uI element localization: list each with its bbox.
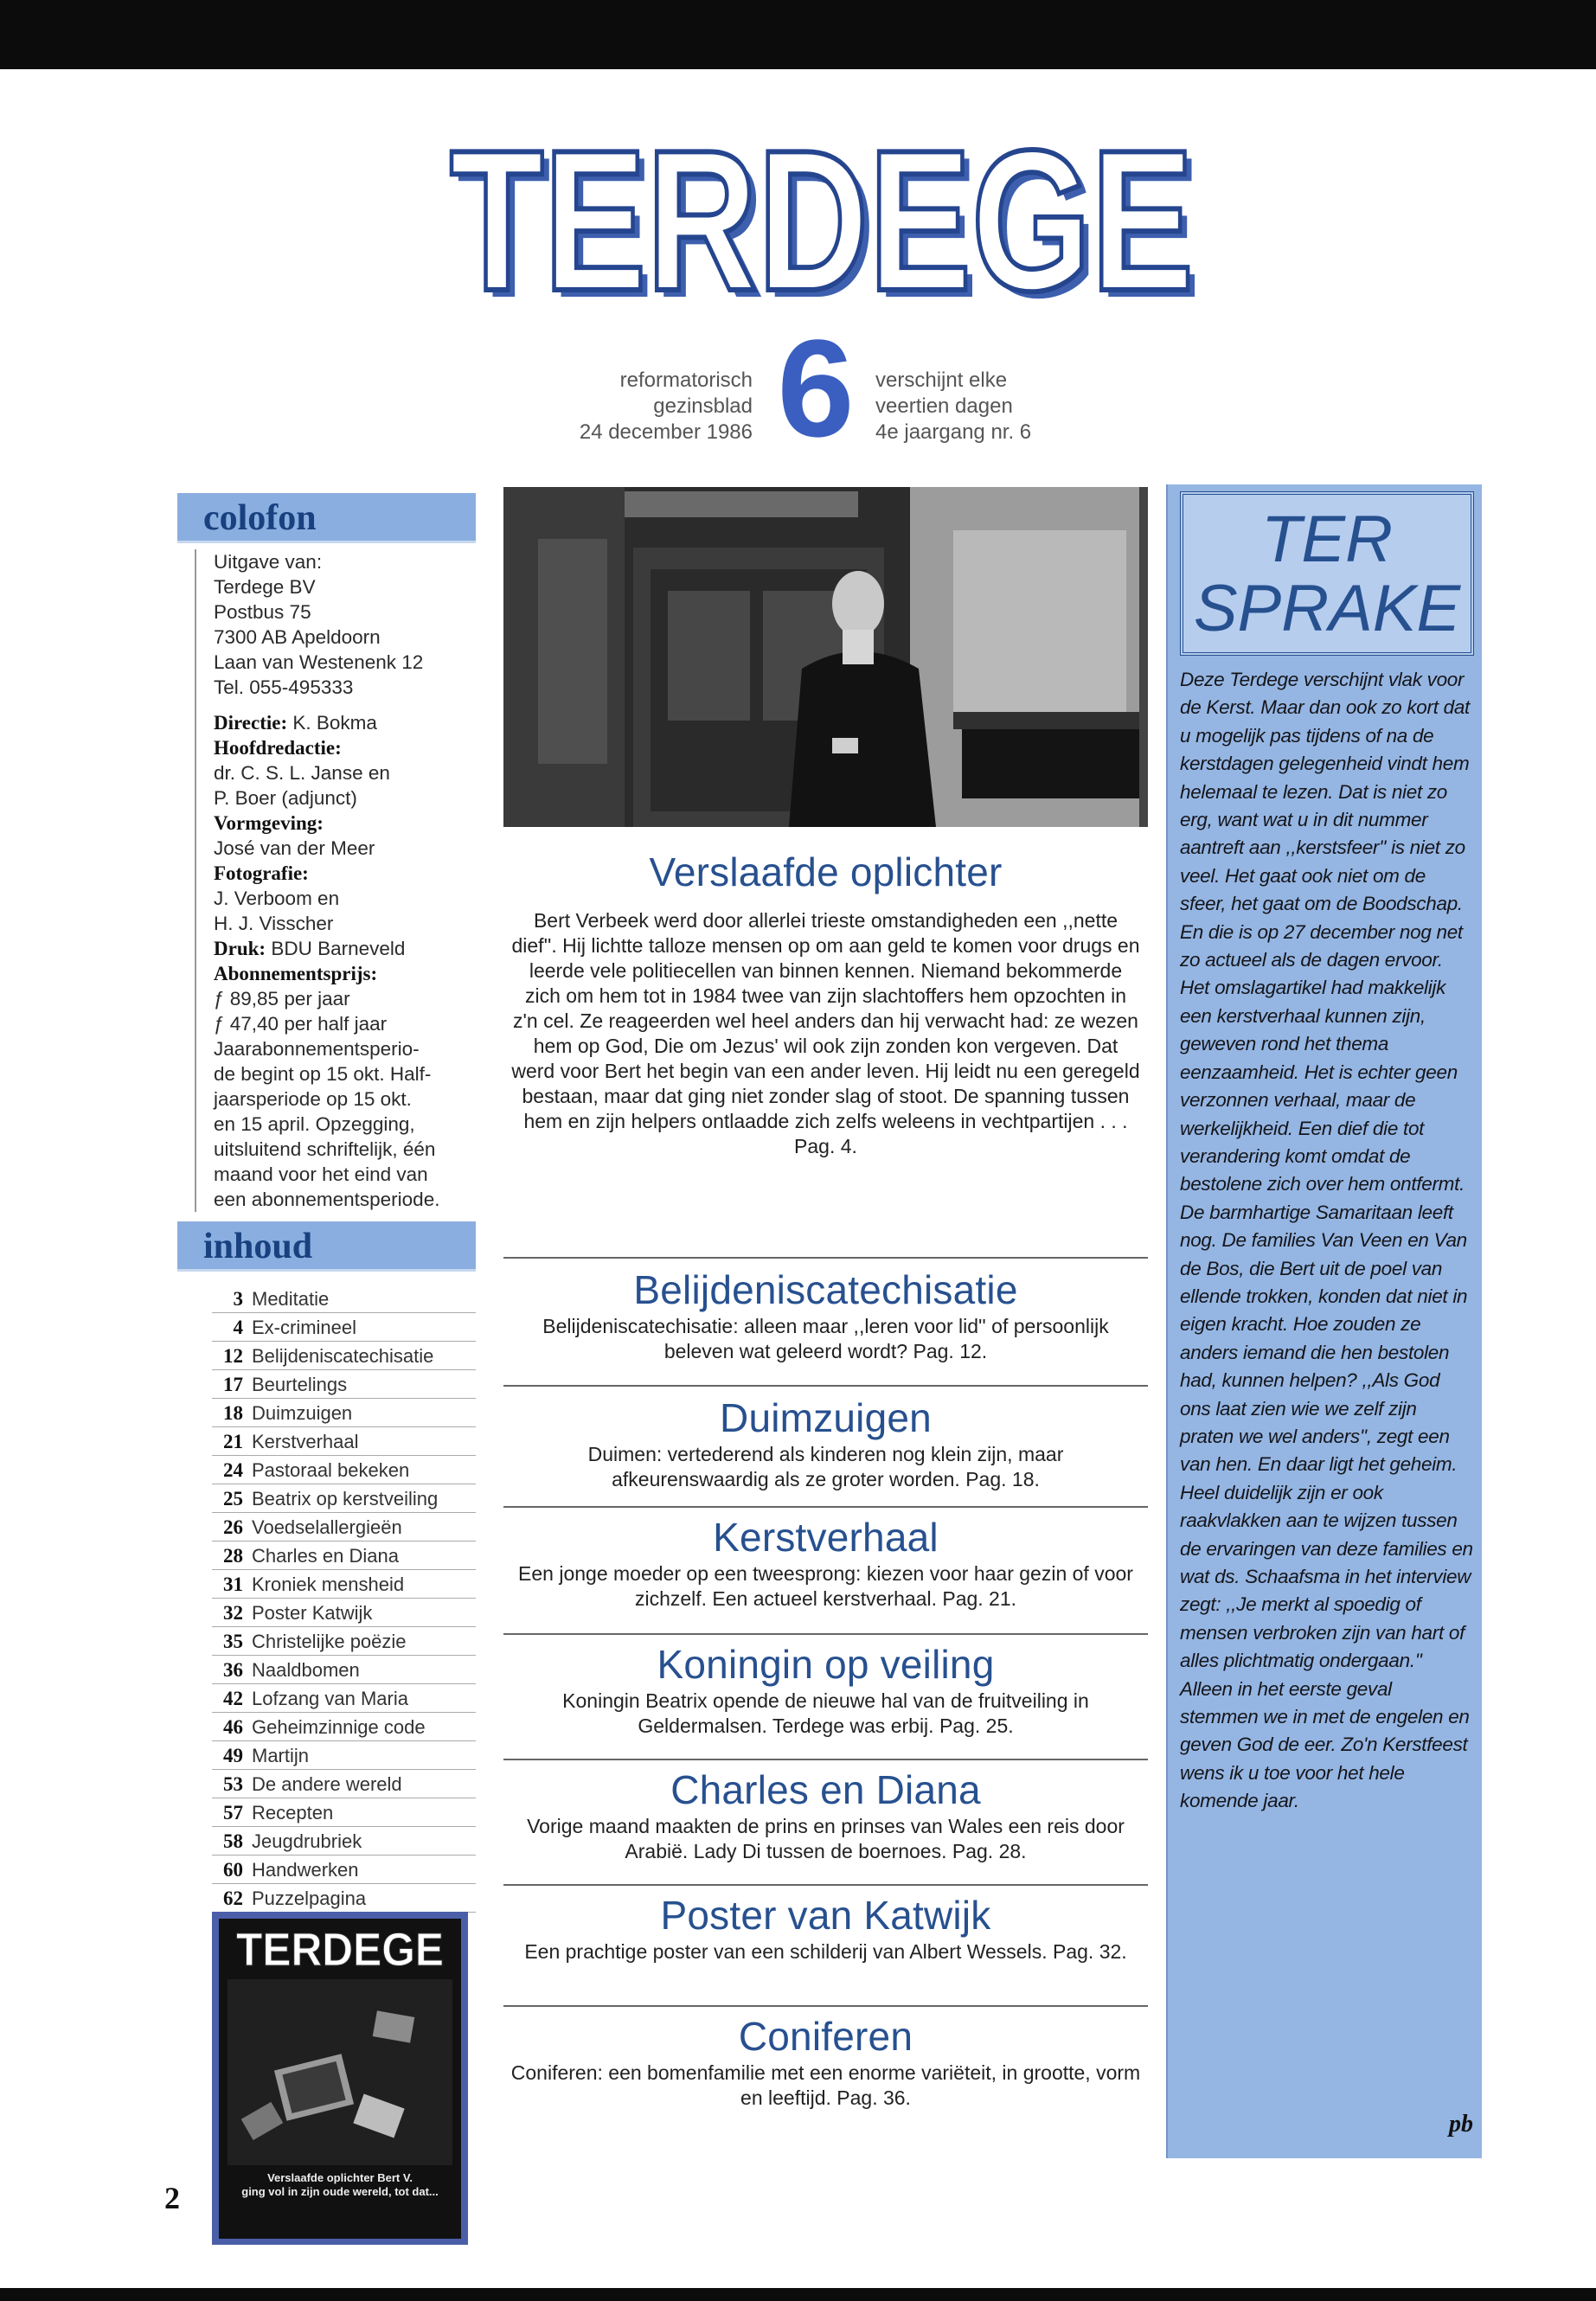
article-summary: Koningin Beatrix opende de nieuwe hal van de fruitveiling in Geldermalsen. Terdege was erbij. Pag. 25. — [562, 1689, 1089, 1737]
colofon-line: de begint op 15 okt. Half- — [214, 1063, 432, 1085]
article-title: Duimzuigen — [720, 1395, 932, 1440]
toc-item[interactable]: 25 Beatrix op kerstveiling — [212, 1484, 476, 1513]
article-summary: Belijdeniscatechisatie: alleen maar ,,leren voor lid'' of persoonlijk beleven wat geleerd wordt? Pag. 12. — [542, 1315, 1109, 1362]
colofon-directie: Directie: K. Bokma — [214, 712, 377, 734]
colofon-line: ƒ 47,40 per half jaar — [214, 1013, 388, 1035]
colofon-line: J. Verboom en — [214, 888, 340, 909]
colofon-label: Vormgeving: — [214, 812, 324, 834]
colofon-line: maand voor het eind van — [214, 1163, 428, 1185]
toc-item[interactable]: 32 Poster Katwijk — [212, 1599, 476, 1627]
toc-item[interactable]: 36 Naaldbomen — [212, 1656, 476, 1684]
toc-item[interactable]: 21 Kerstverhaal — [212, 1427, 476, 1456]
article-summary: Een jonge moeder op een tweesprong: kiezen voor haar gezin of voor zichzelf. Een actueel kerstverhaal. Pag. 21. — [518, 1562, 1133, 1610]
toc-item[interactable]: 46 Geheimzinnige code — [212, 1713, 476, 1741]
article-title: Koningin op veiling — [657, 1642, 995, 1687]
toc-item[interactable]: 35 Christelijke poëzie — [212, 1627, 476, 1656]
cover-image — [219, 1919, 461, 2239]
toc-item[interactable]: 53 De andere wereld — [212, 1770, 476, 1798]
issue-frequency-2: veertien dagen — [875, 394, 1013, 418]
scan-top-border — [0, 0, 1596, 69]
colofon-line: Tel. 055-495333 — [214, 676, 354, 698]
issue-number: 6 — [777, 336, 855, 444]
article-summary: Duimen: vertederend als kinderen nog klein zijn, maar afkeurenswaardig als ze groter worden. Pag. 18. — [587, 1443, 1064, 1490]
issue-date: 24 december 1986 — [579, 420, 753, 444]
toc-item[interactable]: 18 Duimzuigen — [212, 1399, 476, 1427]
article-title: Belijdeniscatechisatie — [633, 1267, 1018, 1312]
toc-item[interactable]: 12 Belijdeniscatechisatie — [212, 1342, 476, 1370]
issue-frequency-1: verschijnt elke — [875, 369, 1008, 392]
article-duimzuigen[interactable] — [503, 1387, 1148, 1508]
article-list — [503, 848, 1148, 2111]
colofon-label: Hoofdredactie: — [214, 737, 342, 759]
colofon-line: dr. C. S. L. Janse en — [214, 762, 390, 784]
toc-item[interactable]: 28 Charles en Diana — [212, 1541, 476, 1570]
ter-sprake-text: Deze Terdege verschijnt vlak voor de Kerst. Maar dan ook zo kort dat u mogelijk pas tijdens of na de kerstdagen gelegenheid vindt hem helemaal te lezen. Dat is niet zo erg, want wat u in dit nummer aantreft aan ,,kerstsfeer'' is niet zo veel. Het gaat ook niet om de sfeer, het gaat om de Boodschap. En die is op 27 december nog net zo actueel als de dagen ervoor. Het omslagartikel had makkelijk een kerstverhaal kunnen zijn, geweven rond het thema eenzaamheid. Het is echter geen verzonnen verhaal, maar de werkelijkheid. Een dief die tot verandering komt omdat de bestolene zich over hem ontfermt. De barmhartige Samaritaan leeft nog. De families Van Veen en Van de Bos, die Bert uit de poel van ellende trokken, konden dat niet in eigen kracht. Hoe zouden ze anders iemand die hen bestolen had, kunnen helpen? ,,Als God ons laat zien wie we zelf zijn praten we wel anders'', zegt een van hen. En daar ligt het geheim. Heel duidelijk zijn er ook raakvlakken aan te wijzen tussen de ervaringen van deze families en wat ds. Schaafsma in het interview zegt: ,,Je merkt al spoedig of mensen verbroken zijn van hart of alles plichtmatig ondergaan.'' Alleen in het eerste geval stemmen we in met de engelen en geven God de eer. Zo'n Kerstfeest wens ik u toe voor het hele komende jaar. — [1180, 669, 1473, 1812]
article-title: Coniferen — [738, 2014, 913, 2059]
ter-sprake-title-2: SPRAKE — [1193, 572, 1461, 645]
issue-info-right — [875, 368, 1135, 445]
colofon-line: uitsluitend schriftelijk, één — [214, 1138, 436, 1160]
ter-sprake-signature: pb — [1449, 2111, 1473, 2138]
cover-logo — [229, 1924, 451, 1972]
article-title: Verslaafde oplichter — [649, 849, 1003, 894]
masthead-logo — [415, 143, 1228, 307]
page-number: 2 — [164, 2181, 180, 2215]
article-cover-story[interactable] — [503, 848, 1148, 1259]
article-summary: Een prachtige poster van een schilderij van Albert Wessels. Pag. 32. — [524, 1940, 1127, 1963]
cover-caption: Verslaafde oplichter Bert V. ging vol in zijn oude wereld, tot dat... — [241, 2171, 439, 2198]
toc-item[interactable]: 49 Martijn — [212, 1741, 476, 1770]
toc-item[interactable]: 17 Beurtelings — [212, 1370, 476, 1399]
issue-number-badge — [768, 336, 863, 444]
toc-item[interactable]: 58 Jeugdrubriek — [212, 1827, 476, 1856]
cover-title: TERDEGE — [236, 1924, 444, 1972]
table-of-contents — [212, 1285, 476, 1913]
article-summary: Bert Verbeek werd door allerlei trieste omstandigheden een ,,nette dief''. Hij lichtte talloze mensen op om aan geld te komen voor drugs en leerde vele politiecellen van binnen kennen. Niemand bekommerde zich om hem tot in 1984 twee van zijn slachtoffers hem opzochten in z'n cel. Ze reageerden wel heel anders dan hij verwacht had: ze wezen hem op God, Die om Jezus' wil ook zijn zonden kon vergeven. Dat werd voor Bert het begin van een ander leven. Hij leidt nu een geregeld bestaan, maar dat ging niet zonder slag of stoot. De spanning tussen hem en zijn helpers ontlaadde zich zelfs weleens in vechtpartijen . . . Pag. 4. — [511, 909, 1140, 1157]
cover-thumbnail[interactable] — [212, 1912, 468, 2245]
article-summary: Coniferen: een bomenfamilie met een enorme variëteit, in grootte, vorm en leeftijd. Pag. 36. — [510, 2061, 1141, 2109]
ter-sprake-column — [1166, 484, 1482, 2158]
colofon-label: Fotografie: — [214, 862, 309, 884]
issue-info-left — [502, 368, 753, 445]
colofon-line: ƒ 89,85 per jaar — [214, 988, 350, 1009]
toc-item[interactable]: 3 Meditatie — [212, 1285, 476, 1313]
ter-sprake-heading — [1180, 491, 1474, 656]
toc-item[interactable]: 4 Ex-crimineel — [212, 1313, 476, 1342]
article-title: Charles en Diana — [670, 1767, 981, 1812]
article-kerstverhaal[interactable] — [503, 1508, 1148, 1635]
colofon-line: Terdege BV — [214, 576, 316, 598]
cover-photo — [228, 1979, 452, 2165]
article-title: Poster van Katwijk — [660, 1893, 991, 1938]
colofon-line: een abonnementsperiode. — [214, 1189, 440, 1210]
colofon-line: en 15 april. Opzegging, — [214, 1113, 415, 1135]
svg-text:TERDEGE: TERDEGE — [457, 143, 1201, 307]
inhoud-heading: inhoud — [177, 1221, 476, 1272]
toc-item[interactable]: 62 Puzzelpagina — [212, 1884, 476, 1913]
colofon-line: José van der Meer — [214, 837, 375, 859]
colofon-line: H. J. Visscher — [214, 913, 334, 934]
colofon-line: 7300 AB Apeldoorn — [214, 626, 381, 648]
toc-item[interactable]: 26 Voedselallergieën — [212, 1513, 476, 1541]
colofon-druk: Druk: BDU Barneveld — [214, 938, 406, 959]
toc-item[interactable]: 60 Handwerken — [212, 1856, 476, 1884]
article-belijdenis[interactable] — [503, 1259, 1148, 1387]
ter-sprake-title-1: TER — [1261, 503, 1393, 576]
colofon-line: Jaarabonnementsperio- — [214, 1038, 420, 1060]
article-title: Kerstverhaal — [713, 1515, 939, 1560]
cover-story-photo — [503, 487, 1148, 827]
colofon-body — [195, 549, 480, 1212]
issue-volume: 4e jaargang nr. 6 — [875, 420, 1032, 444]
article-summary: Vorige maand maakten de prins en prinses van Wales een reis door Arabië. Lady Di tussen de boernoes. Pag. 28. — [527, 1815, 1125, 1862]
article-poster[interactable] — [503, 1886, 1148, 2007]
toc-item[interactable]: 42 Lofzang van Maria — [212, 1684, 476, 1713]
colofon-line: Laan van Westenenk 12 — [214, 651, 424, 673]
issue-subtitle-1: reformatorisch — [619, 369, 753, 392]
toc-item[interactable]: 31 Kroniek mensheid — [212, 1570, 476, 1599]
colofon-line: Uitgave van: — [214, 551, 323, 573]
colofon-line: P. Boer (adjunct) — [214, 787, 357, 809]
toc-item[interactable]: 24 Pastoraal bekeken — [212, 1456, 476, 1484]
article-koningin[interactable] — [503, 1635, 1148, 1760]
colofon-heading: colofon — [177, 493, 476, 543]
toc-item[interactable]: 57 Recepten — [212, 1798, 476, 1827]
scan-bottom-border — [0, 2288, 1596, 2301]
article-charles-diana[interactable] — [503, 1760, 1148, 1886]
colofon-line: Postbus 75 — [214, 601, 311, 623]
article-coniferen[interactable] — [503, 2007, 1148, 2111]
issue-subtitle-2: gezinsblad — [653, 394, 753, 418]
colofon-line: jaarsperiode op 15 okt. — [214, 1088, 412, 1110]
colofon-label: Abonnementsprijs: — [214, 963, 378, 984]
masthead-title: TERDEGE — [450, 143, 1194, 307]
